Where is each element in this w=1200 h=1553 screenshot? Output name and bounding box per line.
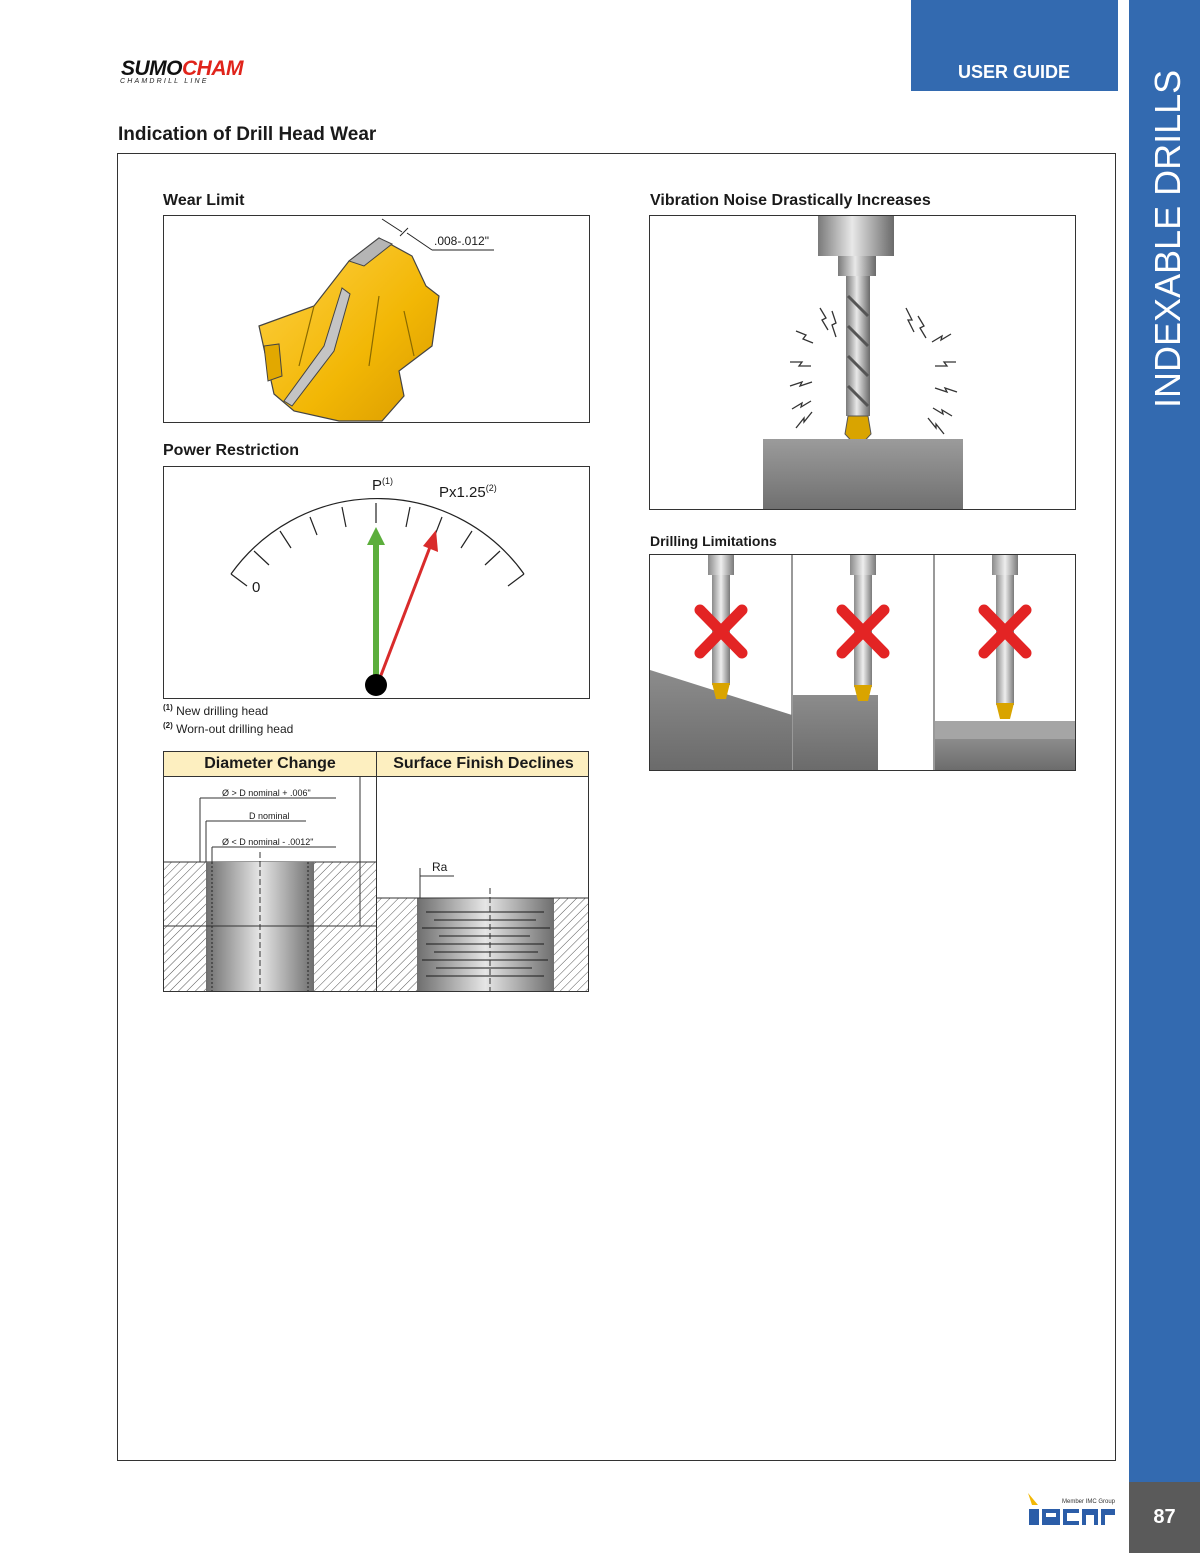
footnote-1-text: New drilling head [176,704,269,718]
section-side-label: INDEXABLE DRILLS [1147,69,1188,408]
dim-max-label: Ø > D nominal + .006" [222,788,311,798]
ra-label: Ra [432,860,448,874]
power-restriction-title: Power Restriction [163,442,300,459]
diameter-surface-panel [163,751,589,992]
user-guide-label: USER GUIDE [957,62,1070,82]
member-imc-label: Member IMC Group [1062,1499,1116,1505]
gauge-zero-label: 0 [252,579,261,596]
wear-dimension-label: .008-.012" [434,234,489,248]
page-title: Indication of Drill Head Wear [118,124,377,145]
red-needle-tip [423,530,438,552]
logo-sumo: SUMO [121,57,182,80]
footnote-2-text: Worn-out drilling head [176,722,294,736]
iscar-logo-mark [1026,1491,1118,1527]
limitation-inclined-surface [650,555,792,771]
brand-logo [121,58,243,80]
px-text: Px1.25 [439,484,486,501]
drilling-limitations-panel [649,554,1076,771]
footnote-2-num: (2) [163,721,173,730]
vibrating-drill-illustration [650,216,1076,510]
gauge-px-label [439,483,497,501]
vibration-lines [790,308,957,434]
limitation-cross-hole [935,555,1076,771]
dim-min-label: Ø < D nominal - .0012" [222,837,314,847]
dim-nominal-label: D nominal [249,811,290,821]
footnote-1 [163,703,268,718]
limitation-edge [793,555,884,771]
footnote-2 [163,721,293,736]
green-needle-tip [367,527,385,545]
drilling-limitations-title: Drilling Limitations [650,533,777,549]
drill-head-illustration [164,216,590,423]
p-text: P [372,477,383,494]
red-needle [378,547,430,683]
user-guide-tab [911,0,1118,91]
vibration-title: Vibration Noise Drastically Increases [650,192,931,209]
gauge-pivot [365,674,387,696]
gauge-p-label [372,476,393,494]
footnote-1-num: (1) [163,703,173,712]
px-sup: (2) [485,483,497,493]
wear-limit-title: Wear Limit [163,192,245,209]
logo-subtitle: CHAMDRILL LINE [120,78,209,85]
vibration-panel [649,215,1076,510]
surface-finish-header: Surface Finish Declines [377,752,589,777]
power-gauge [164,467,590,699]
power-gauge-panel [163,466,590,699]
page-number: 87 [1129,1482,1200,1553]
wear-limit-panel [163,215,590,423]
logo-cham: CHAM [182,57,243,80]
p-sup: (1) [382,476,394,486]
diameter-change-header: Diameter Change [164,752,377,777]
iscar-logo [1026,1491,1118,1527]
drilling-limitations-illustration [650,555,1076,771]
diameter-surface-diagram [164,776,589,992]
